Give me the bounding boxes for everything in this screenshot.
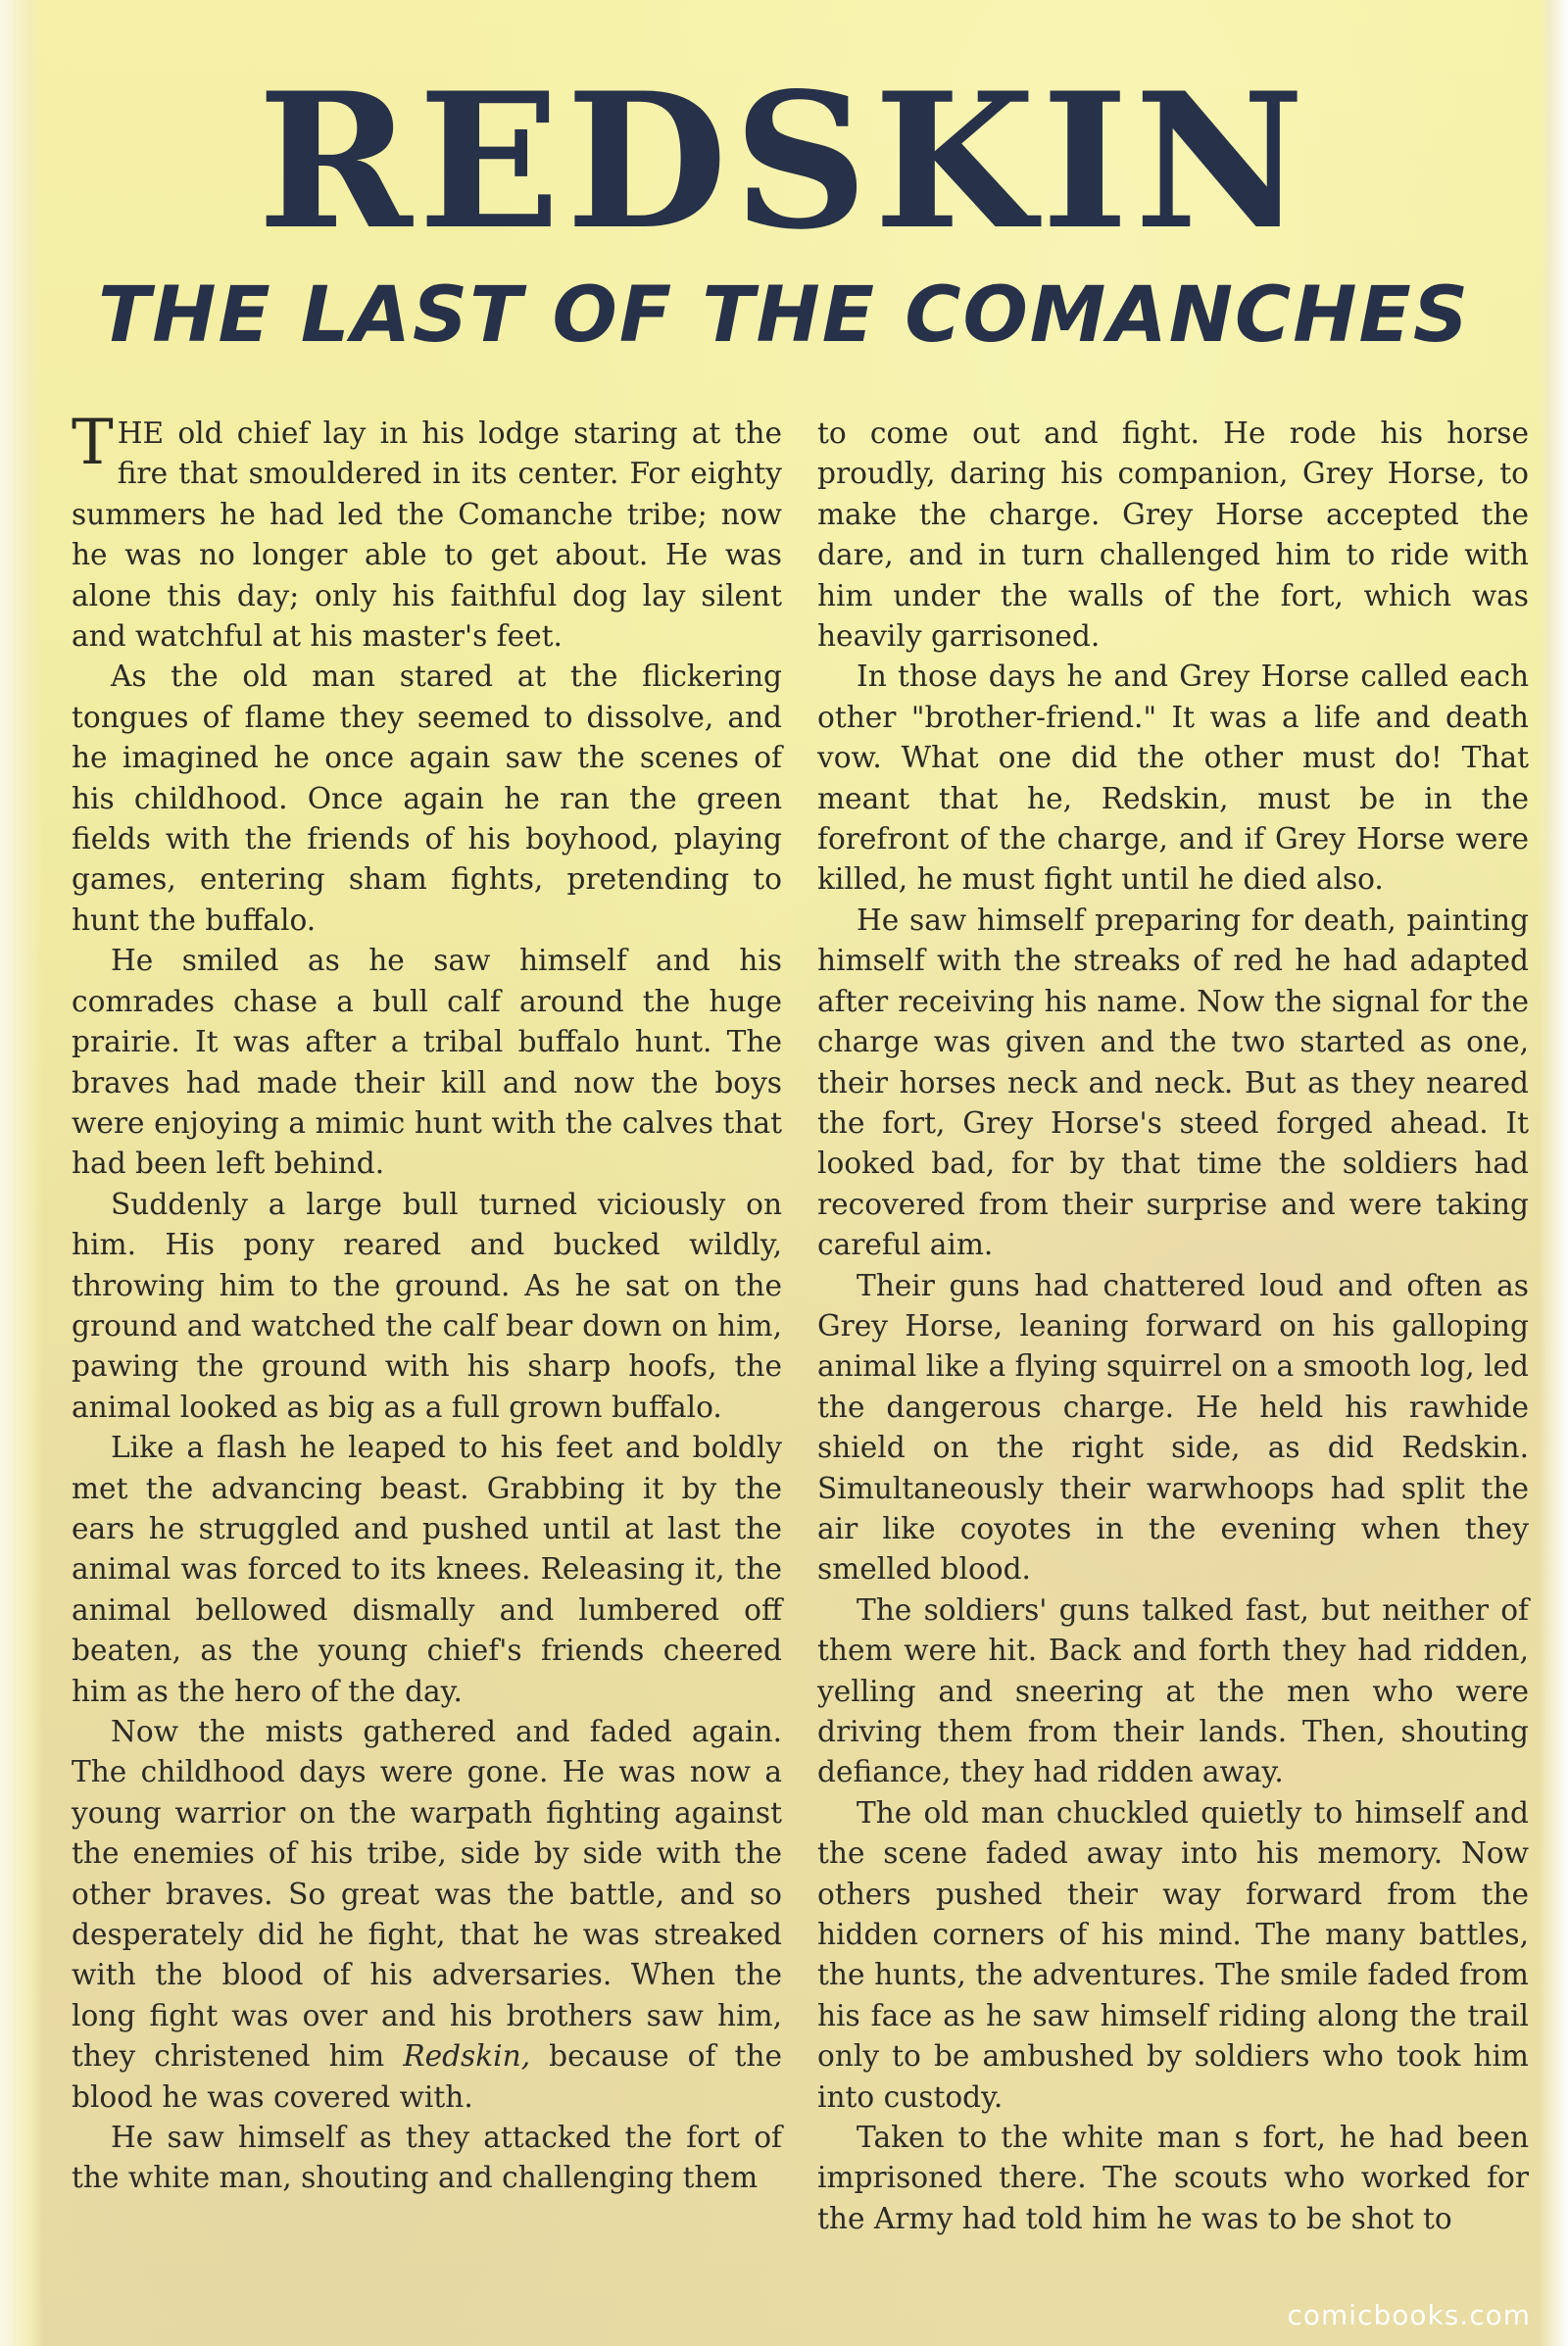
paragraph: Their guns had chattered loud and often as Grey Horse, leaning forward on his galloping animal like a flying squirrel on a smooth log, led the dangerous charge. He held his rawhide shield on the right side, as did Redskin. Simultaneously their warwhoops had split the air like coyotes in the evening when they smelled blood.: [817, 1268, 1529, 1587]
paragraph: He saw himself as they attacked the fort of the white man, shouting and challenging them: [72, 2121, 782, 2195]
paragraph-text: HE old chief lay in his lodge staring at the fire that smouldered in its center. For eighty summers he had led the Comanche tribe; now he was no longer able to get about. He was alone this day; only his faithful dog lay silent and watchful at his master's feet.: [72, 416, 782, 654]
paragraph: The soldiers' guns talked fast, but neither of them were hit. Back and forth they had ridden, yelling and sneering at the men who were driving them from their lands. Then, shouting defiance, they had ridden away.: [817, 1592, 1529, 1789]
drop-cap: T: [72, 407, 114, 479]
character-name: Redskin,: [403, 2039, 531, 2074]
paragraph: The old man chuckled quietly to himself and the scene faded away into his memory. Now others pushed their way forward from the hidden corners of his mind. The many battles, the hunts, the adventures. The smile faded from his face as he saw himself riding along the trail only to be ambushed by soldiers who took him into custody.: [817, 1795, 1529, 2114]
paragraph: [72, 407, 782, 657]
paragraph: Like a flash he leaped to his feet and boldly met the advancing beast. Grabbing it by the ears he struggled and pushed until at last the animal was forced to its knees. Releasing it, the animal bellowed dismally and lumbered off beaten, as the young chief's friends cheered him as the hero of the day.: [72, 1431, 782, 1708]
paragraph-text: because of the blood he was covered with.: [72, 2039, 782, 2114]
story-subtitle: THE LAST OF THE COMANCHES: [98, 271, 1470, 360]
site-watermark: comicbooks.com: [1287, 2299, 1531, 2331]
paragraph-text: Now the mists gathered and faded again. The childhood days were gone. He was now a young warrior on the warpath fighting against the enemies of his tribe, side by side with the other braves. So great was the battle, and so desperately did he fight, that he was streaked with the blood of his adversaries. When the long fight was over and his brothers saw him, they christened him: [72, 1715, 782, 2074]
text-column-left: [72, 407, 782, 2199]
paragraph: Taken to the white man s fort, he had been imprisoned there. The scouts who worked for the Army had told him he was to be shot to: [817, 2121, 1529, 2235]
paragraph: He saw himself preparing for death, painting himself with the streaks of red he had adapted after receiving his name. Now the signal for the charge was given and the two started as one, their horses neck and neck. But as they neared the fort, Grey Horse's steed forged ahead. It looked bad, for by that time the soldiers had recovered from their surprise and were taking careful aim.: [817, 903, 1529, 1262]
paragraph: [72, 1712, 782, 2118]
paragraph: to come out and fight. He rode his horse proudly, daring his companion, Grey Horse, to make the charge. Grey Horse accepted the dare, and in turn challenged him to ride with him under the walls of the fort, which was heavily garrisoned.: [817, 416, 1529, 654]
text-column-right: [817, 414, 1529, 2239]
paragraph: As the old man stared at the flickering tongues of flame they seemed to dissolve, and he imagined he once again saw the scenes of his childhood. Once again he ran the green fields with the friends of his boyhood, playing games, entering sham fights, pretending to hunt the buffalo.: [72, 660, 782, 937]
paragraph: In those days he and Grey Horse called each other "brother-friend." It was a life and death vow. What one did the other must do! That meant that he, Redskin, must be in the forefront of the charge, and if Grey Horse were killed, he must fight until he died also.: [817, 660, 1529, 897]
story-title: REDSKIN: [257, 52, 1311, 270]
paragraph: He smiled as he saw himself and his comrades chase a bull calf around the huge prairie. It was after a tribal buffalo hunt. The braves had made their kill and now the boys were enjoying a mimic hunt with the calves that had been left behind.: [72, 944, 782, 1181]
paragraph: Suddenly a large bull turned viciously on him. His pony reared and bucked wildly, throwing him to the ground. As he sat on the ground and watched the calf bear down on him, pawing the ground with his sharp hoofs, the animal looked as big as a full grown buffalo.: [72, 1187, 782, 1424]
